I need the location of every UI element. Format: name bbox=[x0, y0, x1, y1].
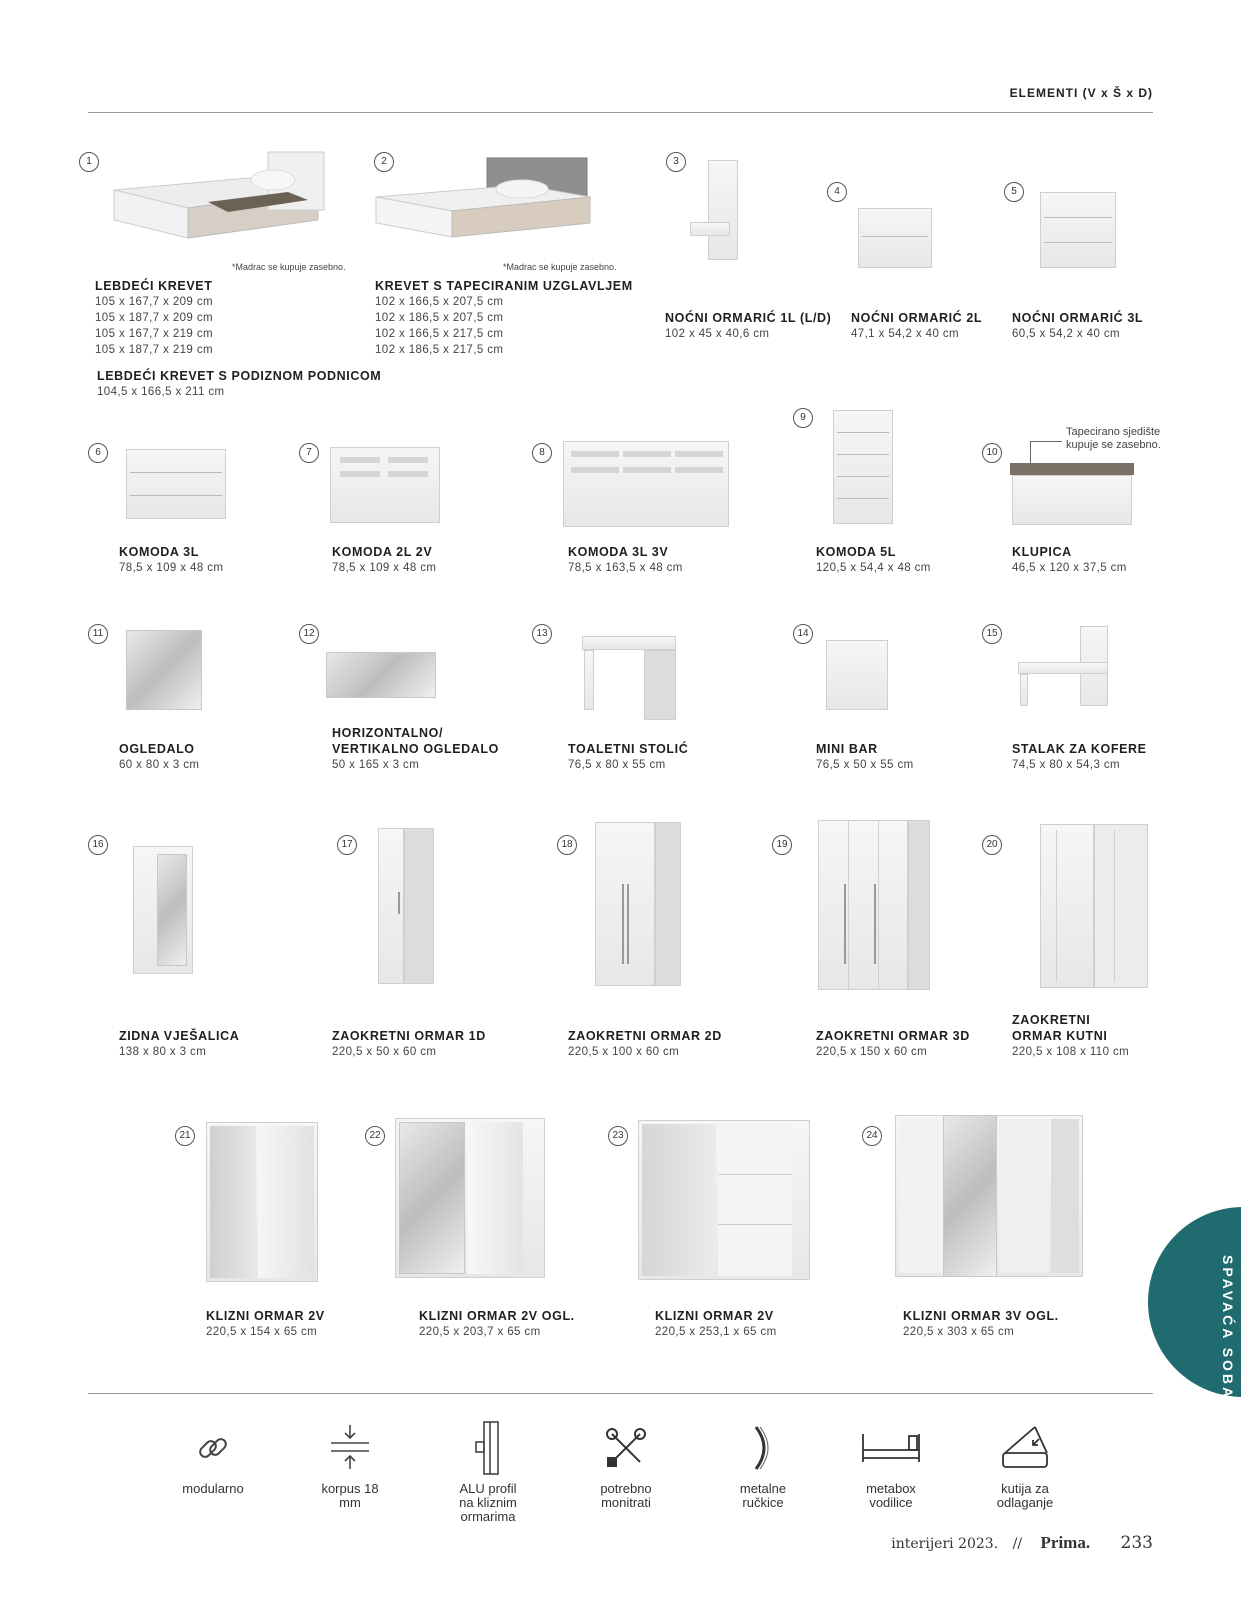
storage-box-icon bbox=[970, 1418, 1080, 1478]
sliding-wardrobe-2v-image bbox=[206, 1122, 320, 1284]
item-name: NOĆNI ORMARIĆ 1L (L/D) bbox=[665, 311, 832, 325]
item-name: STALAK ZA KOFERE bbox=[1012, 742, 1147, 756]
item-dims: 46,5 x 120 x 37,5 cm bbox=[1012, 562, 1127, 574]
corner-wardrobe-image bbox=[1040, 824, 1150, 990]
item-name: OGLEDALO bbox=[119, 742, 195, 756]
feature-runners bbox=[836, 1418, 946, 1510]
item-dims: 78,5 x 163,5 x 48 cm bbox=[568, 562, 683, 574]
header-title: ELEMENTI (V x Š x D) bbox=[1009, 86, 1153, 100]
item-name: KOMODA 5L bbox=[816, 545, 896, 559]
num-badge: 6 bbox=[88, 443, 108, 463]
item-name: HORIZONTALNO/ VERTIKALNO OGLEDALO bbox=[332, 726, 499, 756]
item-dims: 78,5 x 109 x 48 cm bbox=[119, 562, 224, 574]
nightstand-3l-image bbox=[1040, 192, 1120, 272]
mini-bar-image bbox=[826, 640, 890, 712]
item-dims: 50 x 165 x 3 cm bbox=[332, 759, 420, 771]
item-dims: 105 x 167,7 x 209 cm bbox=[95, 296, 213, 308]
alu-profile-icon bbox=[433, 1418, 543, 1478]
item-dims: 220,5 x 303 x 65 cm bbox=[903, 1326, 1015, 1338]
item-name: LEBDEĆI KREVET bbox=[95, 279, 213, 293]
feature-modular bbox=[158, 1418, 268, 1496]
chain-link-icon bbox=[158, 1418, 268, 1478]
item-dims: 74,5 x 80 x 54,3 cm bbox=[1012, 759, 1120, 771]
item-name: ZAOKRETNI ORMAR 1D bbox=[332, 1029, 486, 1043]
feature-label: ALU profil na kliznim ormarima bbox=[459, 1481, 517, 1524]
item-dims: 102 x 45 x 40,6 cm bbox=[665, 328, 770, 340]
num-badge: 13 bbox=[532, 624, 552, 644]
num-badge: 16 bbox=[88, 835, 108, 855]
footer-separator: // bbox=[1012, 1536, 1023, 1552]
item-dims: 102 x 166,5 x 207,5 cm bbox=[375, 296, 504, 308]
footer bbox=[891, 1533, 1153, 1553]
feature-label: metabox vodilice bbox=[866, 1481, 916, 1510]
callout-line bbox=[1030, 441, 1062, 442]
wardrobe-1d-image bbox=[378, 828, 438, 986]
bench-image bbox=[1010, 463, 1134, 527]
mirror-image bbox=[126, 630, 202, 710]
tools-icon bbox=[571, 1418, 681, 1478]
item-dims: 220,5 x 253,1 x 65 cm bbox=[655, 1326, 777, 1338]
feature-assembly bbox=[571, 1418, 681, 1510]
drawer-runner-icon bbox=[836, 1418, 946, 1478]
num-badge: 14 bbox=[793, 624, 813, 644]
wall-nightstand-image bbox=[690, 160, 750, 262]
item-dims: 60,5 x 54,2 x 40 cm bbox=[1012, 328, 1120, 340]
num-badge: 10 bbox=[982, 443, 1002, 463]
item-dims: 120,5 x 54,4 x 48 cm bbox=[816, 562, 931, 574]
item-dims: 220,5 x 154 x 65 cm bbox=[206, 1326, 318, 1338]
num-badge: 23 bbox=[608, 1126, 628, 1146]
item-name: KLIZNI ORMAR 2V bbox=[206, 1309, 325, 1323]
num-badge: 20 bbox=[982, 835, 1002, 855]
sliding-wardrobe-2v-mirror-image bbox=[395, 1118, 549, 1280]
num-badge: 4 bbox=[827, 182, 847, 202]
num-badge: 12 bbox=[299, 624, 319, 644]
item-dims: 220,5 x 150 x 60 cm bbox=[816, 1046, 928, 1058]
feature-label: potrebno monitrati bbox=[600, 1481, 652, 1510]
num-badge: 9 bbox=[793, 408, 813, 428]
sliding-wardrobe-2v-large-image bbox=[638, 1120, 814, 1282]
chest-3l-image bbox=[126, 449, 230, 521]
item-name: ZIDNA VJEŠALICA bbox=[119, 1029, 240, 1043]
item-name: KOMODA 2L 2V bbox=[332, 545, 433, 559]
mattress-note: *Madrac se kupuje zasebno. bbox=[232, 262, 346, 272]
item-dims: 105 x 167,7 x 219 cm bbox=[95, 328, 213, 340]
item-dims: 60 x 80 x 3 cm bbox=[119, 759, 200, 771]
feature-label: metalne ručkice bbox=[739, 1481, 787, 1510]
item-name: KLIZNI ORMAR 2V bbox=[655, 1309, 774, 1323]
item-dims: 104,5 x 166,5 x 211 cm bbox=[97, 386, 225, 398]
num-badge: 2 bbox=[374, 152, 394, 172]
num-badge: 18 bbox=[557, 835, 577, 855]
item-dims: 76,5 x 50 x 55 cm bbox=[816, 759, 914, 771]
num-badge: 22 bbox=[365, 1126, 385, 1146]
item-name: KLIZNI ORMAR 2V OGL. bbox=[419, 1309, 575, 1323]
magazine-name: interijeri 2023. bbox=[891, 1536, 999, 1552]
num-badge: 7 bbox=[299, 443, 319, 463]
chest-5l-image bbox=[833, 410, 895, 526]
item-dims: 102 x 186,5 x 217,5 cm bbox=[375, 344, 504, 356]
chest-2l2v-image bbox=[330, 447, 444, 525]
wall-hanger-image bbox=[133, 846, 195, 976]
item-dims: 47,1 x 54,2 x 40 cm bbox=[851, 328, 959, 340]
num-badge: 19 bbox=[772, 835, 792, 855]
page-number: 233 bbox=[1120, 1533, 1153, 1553]
num-badge: 3 bbox=[666, 152, 686, 172]
num-badge: 17 bbox=[337, 835, 357, 855]
luggage-rack-image bbox=[1018, 626, 1110, 708]
wide-mirror-image bbox=[326, 652, 436, 698]
item-name: KREVET S TAPECIRANIM UZGLAVLJEM bbox=[375, 279, 633, 293]
metal-handle-icon bbox=[708, 1418, 818, 1478]
section-tab-label: SPAVAĆA SOBA bbox=[1220, 1255, 1236, 1401]
feature-handles bbox=[708, 1418, 818, 1510]
item-dims: 102 x 186,5 x 207,5 cm bbox=[375, 312, 504, 324]
num-badge: 1 bbox=[79, 152, 99, 172]
item-name: KLUPICA bbox=[1012, 545, 1072, 559]
thickness-icon bbox=[295, 1418, 405, 1478]
bed-image bbox=[108, 150, 326, 250]
feature-alu-profile bbox=[433, 1418, 543, 1524]
chest-3l3v-image bbox=[563, 441, 733, 529]
item-dims: 76,5 x 80 x 55 cm bbox=[568, 759, 666, 771]
num-badge: 21 bbox=[175, 1126, 195, 1146]
item-name: KOMODA 3L bbox=[119, 545, 199, 559]
item-name: LEBDEĆI KREVET S PODIZNOM PODNICOM bbox=[97, 369, 382, 383]
item-name: NOĆNI ORMARIĆ 3L bbox=[1012, 311, 1144, 325]
feature-storage bbox=[970, 1418, 1080, 1510]
brand-logo: Prima. bbox=[1040, 1533, 1091, 1552]
feature-label: korpus 18 mm bbox=[321, 1481, 379, 1510]
num-badge: 15 bbox=[982, 624, 1002, 644]
wardrobe-3d-image bbox=[818, 820, 934, 992]
num-badge: 11 bbox=[88, 624, 108, 644]
wardrobe-2d-image bbox=[595, 822, 685, 988]
item-dims: 220,5 x 50 x 60 cm bbox=[332, 1046, 437, 1058]
item-dims: 138 x 80 x 3 cm bbox=[119, 1046, 207, 1058]
mattress-note: *Madrac se kupuje zasebno. bbox=[503, 262, 617, 272]
item-dims: 102 x 166,5 x 217,5 cm bbox=[375, 328, 504, 340]
item-name: KLIZNI ORMAR 3V OGL. bbox=[903, 1309, 1059, 1323]
item-dims: 220,5 x 100 x 60 cm bbox=[568, 1046, 680, 1058]
sliding-wardrobe-3v-mirror-image bbox=[895, 1115, 1087, 1280]
feature-label: kutija za odlaganje bbox=[996, 1481, 1054, 1510]
bottom-rule bbox=[88, 1393, 1153, 1394]
item-name: NOĆNI ORMARIĆ 2L bbox=[851, 311, 983, 325]
feature-label: modularno bbox=[182, 1481, 244, 1496]
item-dims: 220,5 x 203,7 x 65 cm bbox=[419, 1326, 541, 1338]
item-dims: 78,5 x 109 x 48 cm bbox=[332, 562, 437, 574]
num-badge: 24 bbox=[862, 1126, 882, 1146]
item-name: TOALETNI STOLIĆ bbox=[568, 742, 689, 756]
cushion-callout: Tapecirano sjedište kupuje se zasebno. bbox=[1066, 426, 1161, 451]
num-badge: 8 bbox=[532, 443, 552, 463]
item-name: KOMODA 3L 3V bbox=[568, 545, 669, 559]
item-dims: 105 x 187,7 x 219 cm bbox=[95, 344, 213, 356]
num-badge: 5 bbox=[1004, 182, 1024, 202]
item-name: MINI BAR bbox=[816, 742, 878, 756]
item-dims: 220,5 x 108 x 110 cm bbox=[1012, 1046, 1130, 1058]
bed-tufted-image bbox=[372, 155, 594, 255]
nightstand-2l-image bbox=[858, 208, 934, 270]
item-name: ZAOKRETNI ORMAR 3D bbox=[816, 1029, 970, 1043]
item-name: ZAOKRETNI ORMAR KUTNI bbox=[1012, 1013, 1108, 1043]
item-name: ZAOKRETNI ORMAR 2D bbox=[568, 1029, 722, 1043]
item-dims: 105 x 187,7 x 209 cm bbox=[95, 312, 213, 324]
top-rule bbox=[88, 112, 1153, 113]
dressing-table-image bbox=[582, 636, 678, 722]
feature-thickness bbox=[295, 1418, 405, 1510]
